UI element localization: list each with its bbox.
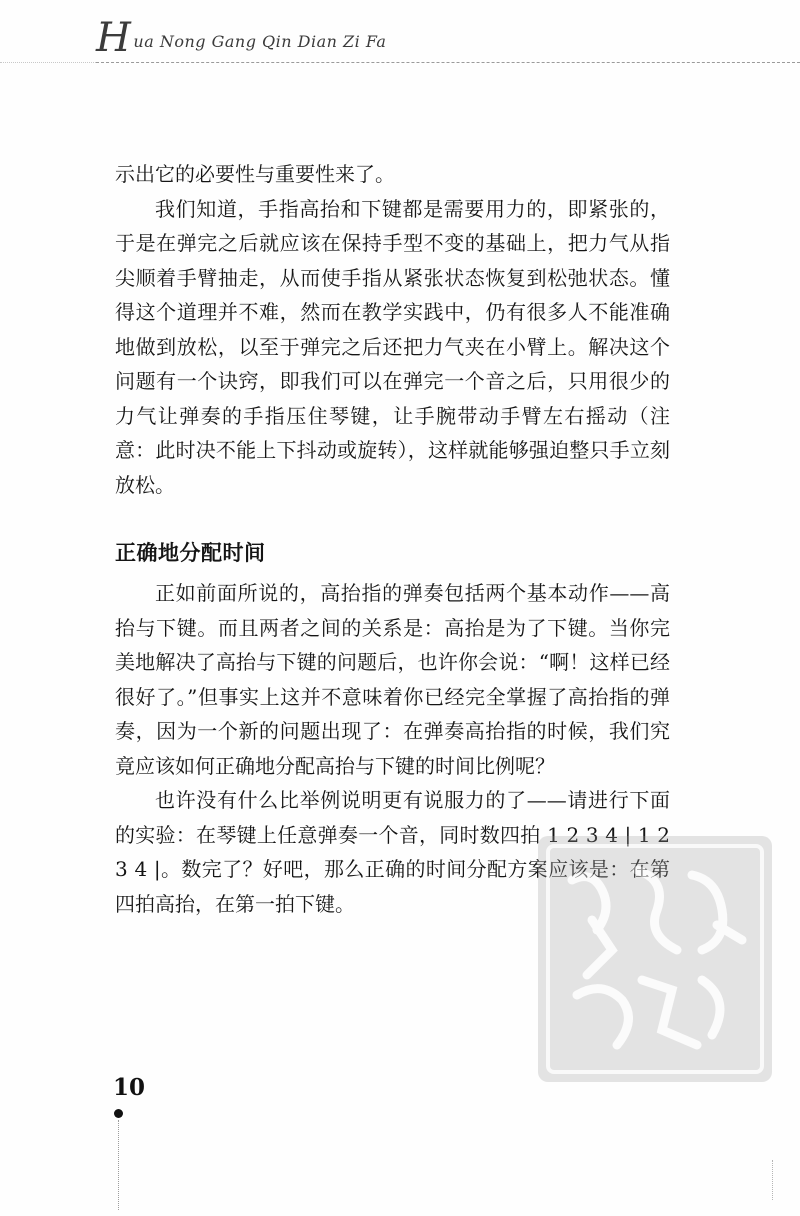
header-rule [96,62,800,63]
page-number: 10 [113,1074,146,1101]
body-text [115,157,670,921]
paragraph-2: 我们知道，手指高抬和下键都是需要用力的，即紧张的，于是在弹完之后就应该在保持手型不变的基础上，把力气从指尖顺着手臂抽走，从而使手指从紧张状态恢复到松弛状态。懂得这个道理并不难，然而在教学实践中，仍有很多人不能准确地做到放松，以至于弹完之后还把力气夹在小臂上。解决这个问题有一个诀窍，即我们可以在弹完一个音之后，只用很少的力气让弹奏的手指压住琴键，让手腕带动手臂左右摇动（注意：此时决不能上下抖动或旋转），这样就能够强迫整只手立刻放松。 [115,196,670,497]
paragraph-1: 示出它的必要性与重要性来了。 [115,162,395,186]
running-header [96,15,387,61]
page-number-rule [118,1120,119,1210]
running-header-text: ua Nong Gang Qin Dian Zi Fa [133,32,387,51]
header-rule-left [0,62,96,63]
running-header-initial: H [96,15,132,61]
page-edge-mark [772,1160,773,1200]
section-heading: 正确地分配时间 [115,541,266,565]
page-number-dot [114,1109,123,1118]
library-stamp-icon [532,830,778,1088]
section-paragraph-2: 也许没有什么比举例说明更有说服力的了——请进行下面的实验：在琴键上任意弹奏一个音，同时数四拍 1 2 3 4 | 1 2 3 4 |。数完了？好吧，那么正确的时间分配方案应该是：在第四拍高抬，在第一拍下键。 [115,788,670,916]
section-paragraph-1: 正如前面所说的，高抬指的弹奏包括两个基本动作——高抬与下键。而且两者之间的关系是：高抬是为了下键。当你完美地解决了高抬与下键的问题后，也许你会说：“啊！这样已经很好了。”但事实上这并不意味着你已经完全掌握了高抬指的弹奏，因为一个新的问题出现了：在弹奏高抬指的时候，我们究竟应该如何正确地分配高抬与下键的时间比例呢？ [115,581,670,778]
